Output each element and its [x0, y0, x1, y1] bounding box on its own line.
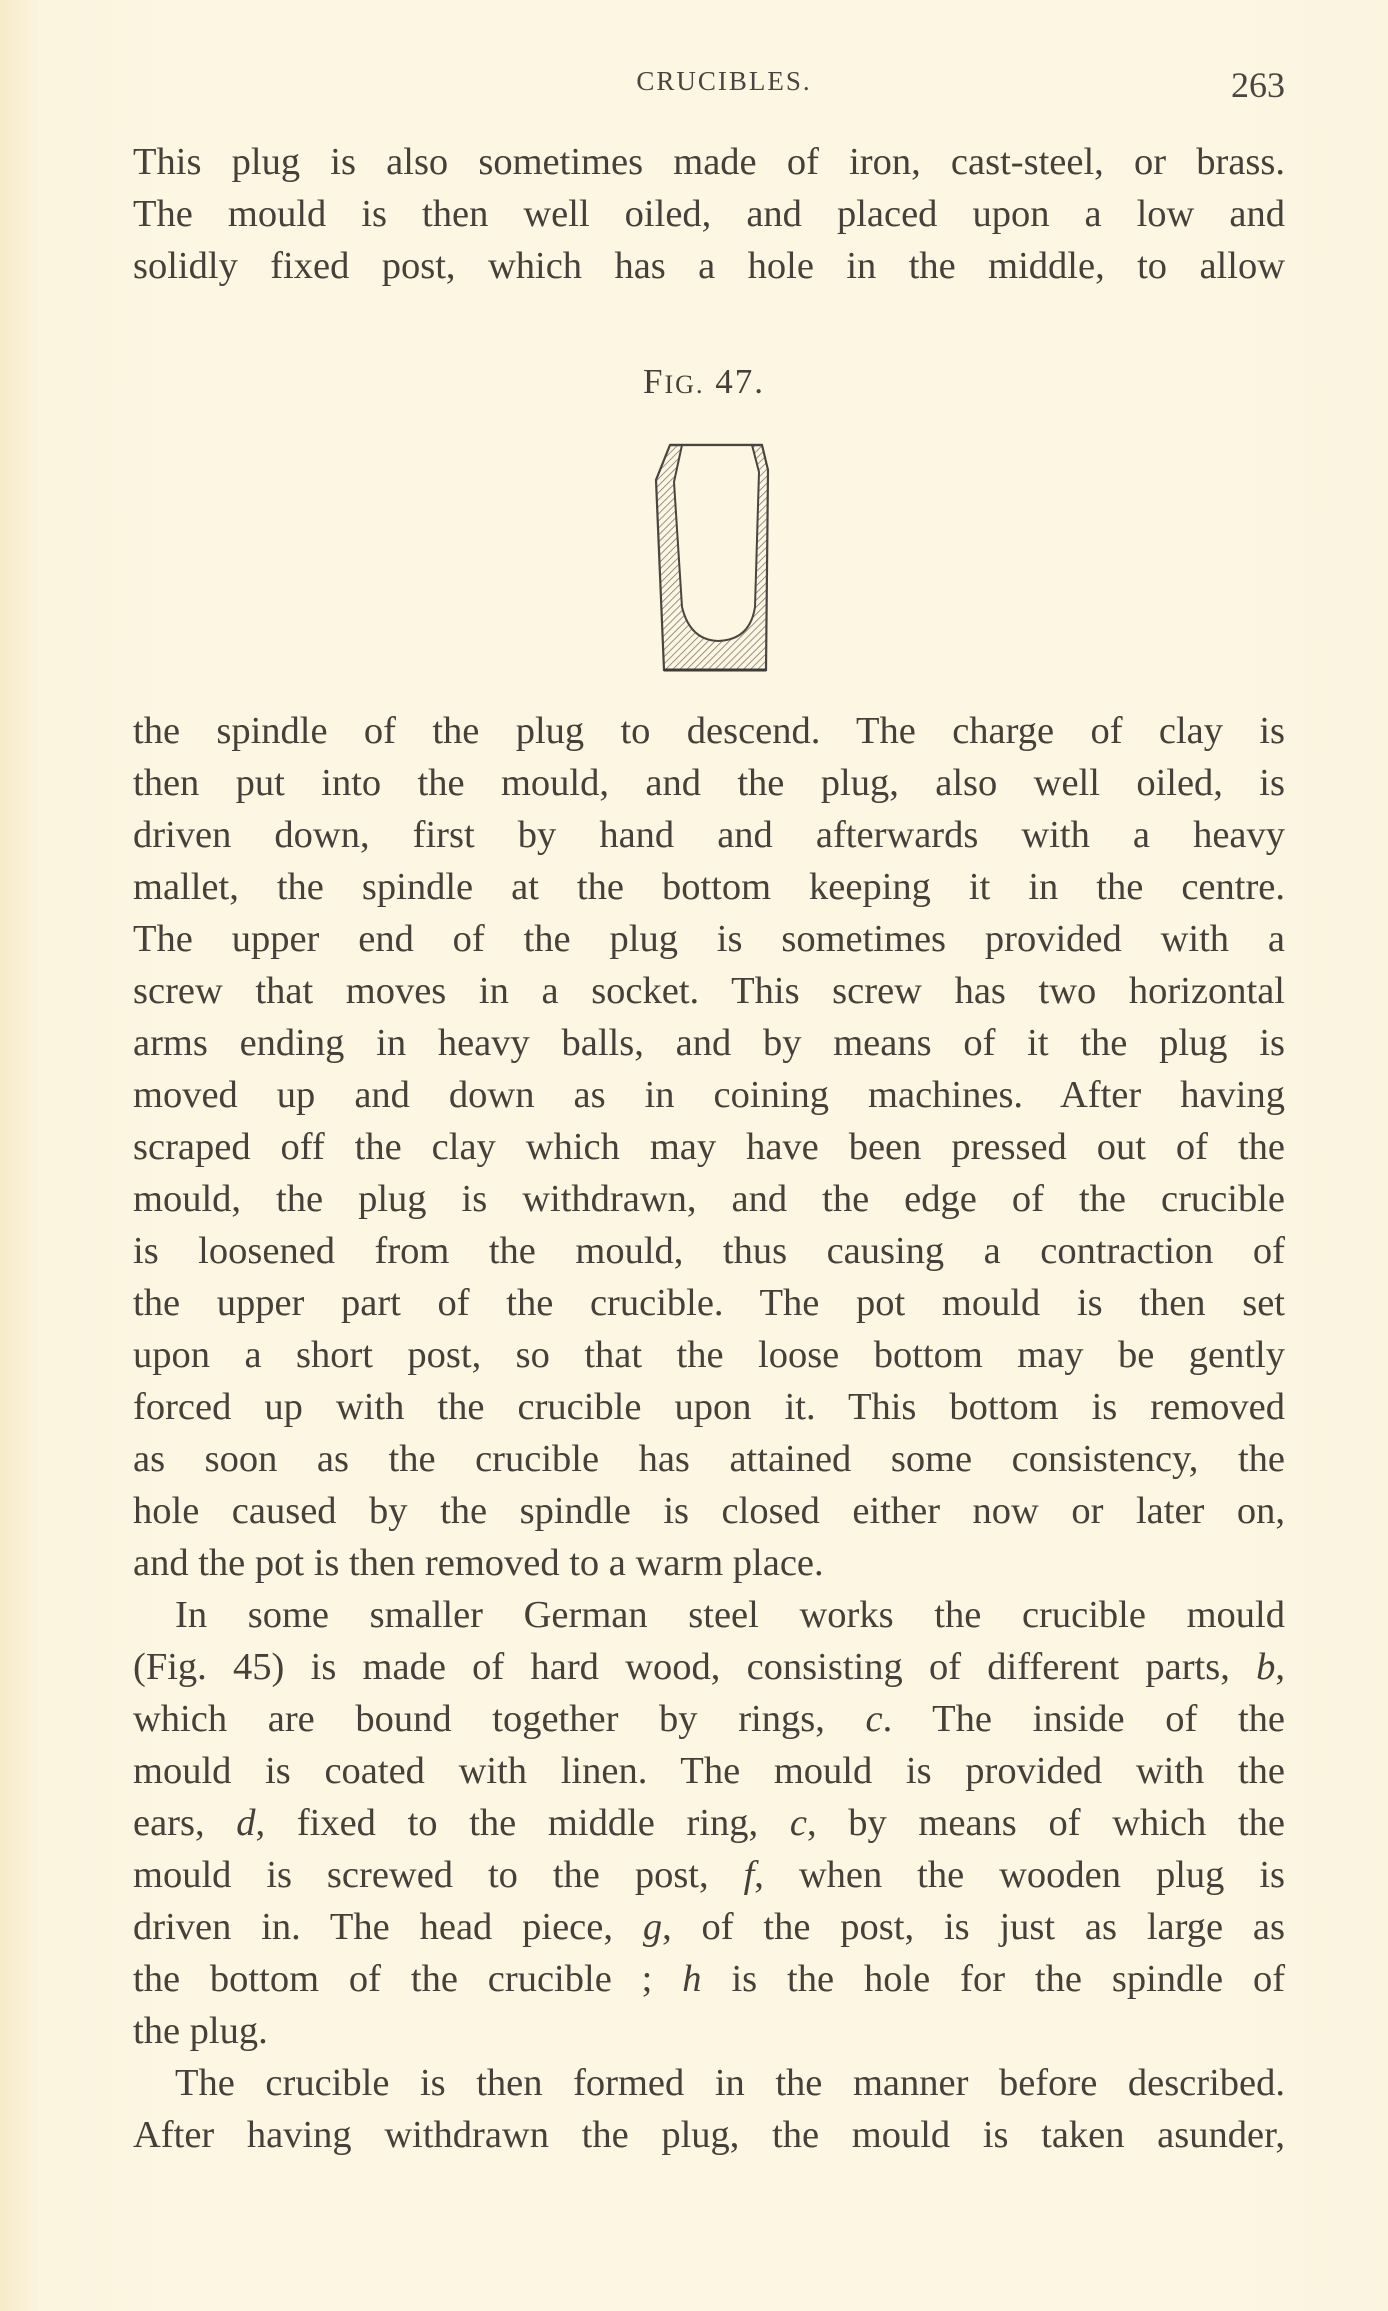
text-line: After having withdrawn the plug, the mould is taken asunder, [133, 2114, 1285, 2156]
running-title: CRUCIBLES. [636, 66, 812, 96]
text-line: the upper part of the crucible. The pot mould is then set [133, 1282, 1285, 1324]
paragraph-continued [133, 136, 1285, 292]
text-fragment: the bottom of the crucible ; [133, 1958, 653, 2000]
text-line: mallet, the spindle at the bottom keeping it in the centre. [133, 866, 1285, 908]
text-fragment: , when the wooden plug is [754, 1854, 1286, 1896]
text-line: arms ending in heavy balls, and by means of it the plug is [133, 1022, 1285, 1064]
text-line [133, 1693, 1285, 1745]
text-line: forced up with the crucible upon it. This bottom is removed [133, 1386, 1285, 1428]
text-line: The crucible is then formed in the manner before described. [175, 2062, 1285, 2104]
italic-letter: d [236, 1802, 256, 1844]
figure-caption [0, 362, 1388, 402]
text-line: solidly fixed post, which has a hole in the middle, to allow [133, 245, 1285, 287]
italic-letter: f [743, 1854, 755, 1896]
caption-prefix: F [643, 362, 665, 401]
text-line: In some smaller German steel works the crucible mould [175, 1594, 1285, 1636]
text-fragment: driven in. The head piece, [133, 1906, 613, 1948]
text-line: screw that moves in a socket. This screw has two horizontal [133, 970, 1285, 1012]
text-fragment: ears, [133, 1802, 205, 1844]
text-line: mould, the plug is withdrawn, and the edge of the crucible [133, 1178, 1285, 1220]
italic-letter: b [1256, 1646, 1276, 1688]
text-line: moved up and down as in coining machines. After having [133, 1074, 1285, 1116]
text-line: as soon as the crucible has attained some consistency, the [133, 1438, 1285, 1480]
text-fragment: , by means of which the [806, 1802, 1285, 1844]
text-line: The upper end of the plug is sometimes provided with a [133, 918, 1285, 960]
italic-letter: c [865, 1698, 883, 1740]
text-line [133, 1901, 1285, 1953]
text-fragment: , [1275, 1646, 1286, 1688]
italic-letter: h [682, 1958, 702, 2000]
text-line: upon a short post, so that the loose bottom may be gently [133, 1334, 1285, 1376]
text-fragment: mould is screwed to the post, [133, 1854, 709, 1896]
text-fragment: , of the post, is just as large as [662, 1906, 1286, 1948]
text-line: is loosened from the mould, thus causing a contraction of [133, 1230, 1285, 1272]
italic-letter: c [789, 1802, 807, 1844]
figure-47-crucible-plug [652, 442, 778, 674]
text-line [133, 1953, 1285, 2005]
text-line: The mould is then well oiled, and placed upon a low and [133, 193, 1285, 235]
text-line [133, 1797, 1285, 1849]
running-head [133, 65, 1285, 105]
caption-smallcaps: IG. [664, 370, 705, 399]
text-line: the plug. [133, 2010, 268, 2052]
text-fragment: (Fig. 45) is made of hard wood, consisting of different parts, [133, 1646, 1230, 1688]
text-line [133, 1849, 1285, 1901]
page-number: 263 [1231, 65, 1285, 105]
text-fragment: . The inside of the [882, 1698, 1286, 1740]
text-fragment: is the hole for the spindle of [701, 1958, 1286, 2000]
text-line [133, 1641, 1285, 1693]
paragraph-main [133, 705, 1285, 2161]
text-line: and the pot is then removed to a warm place. [133, 1542, 824, 1584]
text-fragment: , fixed to the middle ring, [255, 1802, 759, 1844]
text-line: hole caused by the spindle is closed either now or later on, [133, 1490, 1285, 1532]
crucible-cross-section-icon [652, 442, 778, 674]
italic-letter: g [642, 1906, 663, 1948]
caption-number: 47. [704, 362, 765, 401]
text-fragment: which are bound together by rings, [133, 1698, 825, 1740]
text-line: driven down, first by hand and afterwards with a heavy [133, 814, 1285, 856]
text-line: mould is coated with linen. The mould is provided with the [133, 1750, 1285, 1792]
text-line: then put into the mould, and the plug, also well oiled, is [133, 762, 1285, 804]
text-line: This plug is also sometimes made of iron, cast-steel, or brass. [133, 141, 1285, 183]
text-line: scraped off the clay which may have been pressed out of the [133, 1126, 1285, 1168]
text-line: the spindle of the plug to descend. The charge of clay is [133, 710, 1285, 752]
